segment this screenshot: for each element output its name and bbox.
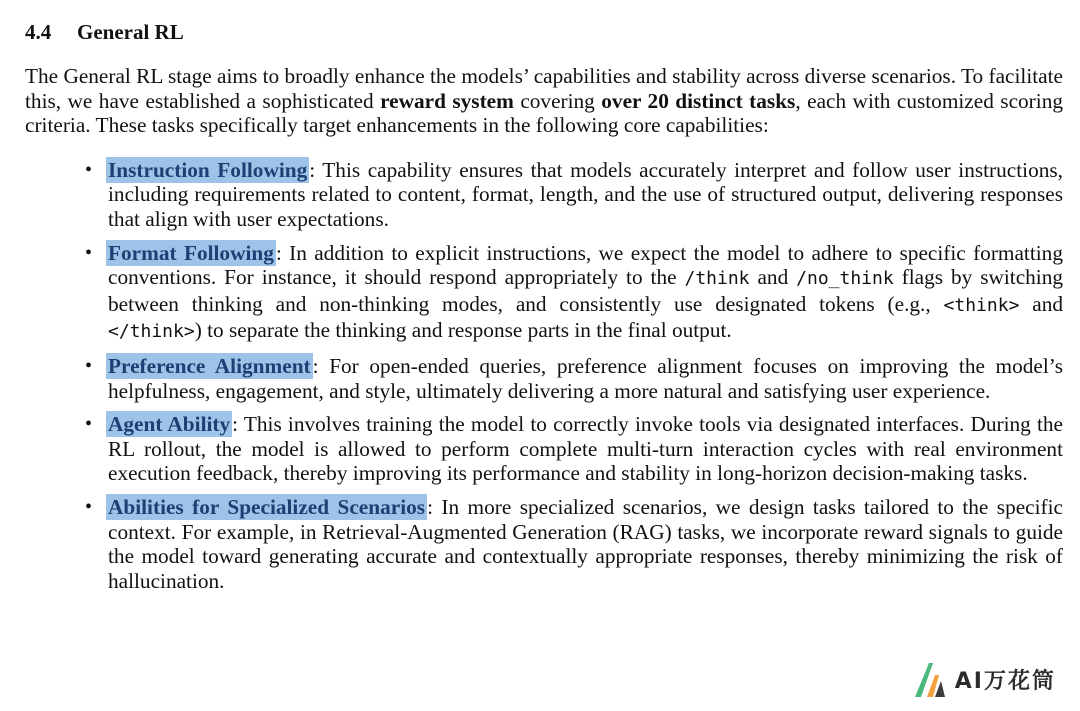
item-text: : In addition to explicit instructions, we expect the model to adhere to specific formatting conventions. For instance, it should respond appropriately to the — [108, 240, 1063, 290]
watermark — [911, 659, 1056, 699]
item-text: flags by switching between thinking and non-thinking modes, and consistently use designated tokens (e.g., — [108, 265, 1064, 316]
list-item-preference-alignment — [25, 354, 1063, 403]
item-text: and — [749, 265, 797, 290]
intro-text: covering — [513, 88, 602, 113]
section-heading — [25, 18, 1063, 46]
intro-bold-reward-system: reward system — [380, 88, 514, 113]
intro-text: , each with customized scoring criteria. These tasks specifically target enhancements in the following core capabilities: — [25, 88, 1063, 138]
ai-logo-icon — [911, 659, 949, 699]
bullet-icon: • — [85, 354, 93, 377]
item-text: : This capability ensures that models accurately interpret and follow user instructions, including requirements related to content, format, length, and the use of structured output, delivering responses that align with user expectations. — [108, 157, 1063, 231]
highlighted-term: Format Following — [108, 240, 274, 265]
list-item-instruction-following — [25, 158, 1063, 232]
intro-bold-tasks: over 20 distinct tasks — [601, 88, 796, 113]
capabilities-list — [25, 158, 1063, 594]
highlighted-term: Instruction Following — [108, 157, 308, 182]
list-item-agent-ability — [25, 412, 1063, 486]
section-title: General RL — [77, 20, 184, 44]
code-think-open-tag: <think> — [943, 294, 1020, 316]
highlighted-term: Agent Ability — [108, 412, 231, 437]
code-no-think-flag: /no_think — [796, 268, 894, 290]
section-number: 4.4 — [25, 20, 52, 44]
code-think-close-tag: </think> — [108, 321, 195, 343]
item-text: : For open-ended queries, preference alignment focuses on improving the model’s helpfulness, engagement, and style, ultimately delivering a more natural and satisfying user experience. — [108, 353, 1063, 403]
bullet-icon: • — [85, 413, 93, 436]
bullet-icon: • — [85, 495, 93, 518]
intro-text: The General RL stage aims to broadly enhance the models’ capabilities and stability across diverse scenarios. To facilitate this, we have established a sophisticated — [25, 64, 1063, 113]
bullet-icon: • — [85, 158, 93, 181]
code-think-flag: /think — [684, 268, 750, 290]
highlighted-term: Abilities for Specialized Scenarios — [108, 494, 426, 519]
watermark-text: AI万花筒 — [954, 668, 1056, 694]
intro-paragraph — [25, 64, 1063, 138]
list-item-format-following — [25, 241, 1063, 345]
item-text: : In more specialized scenarios, we design tasks tailored to the specific context. For example, in Retrieval-Augmented Generation (RAG) tasks, we incorporate reward signals to guide the model toward generating accurate and contextually appropriate responses, thereby minimizing the risk of hallucination. — [108, 494, 1064, 593]
paper-page — [25, 18, 1063, 602]
highlighted-term: Preference Alignment — [108, 353, 311, 378]
list-item-specialized-scenarios — [25, 495, 1063, 593]
item-text: : This involves training the model to correctly invoke tools via designated interfaces. During the RL rollout, the model is allowed to perform complete multi-turn interaction cycles with real environment execution feedback, thereby improving its performance and stability in long-horizon decision-making tasks. — [108, 412, 1063, 486]
bullet-icon: • — [85, 241, 93, 264]
item-text: and — [1019, 291, 1063, 316]
item-text: ) to separate the thinking and response parts in the final output. — [194, 318, 732, 343]
